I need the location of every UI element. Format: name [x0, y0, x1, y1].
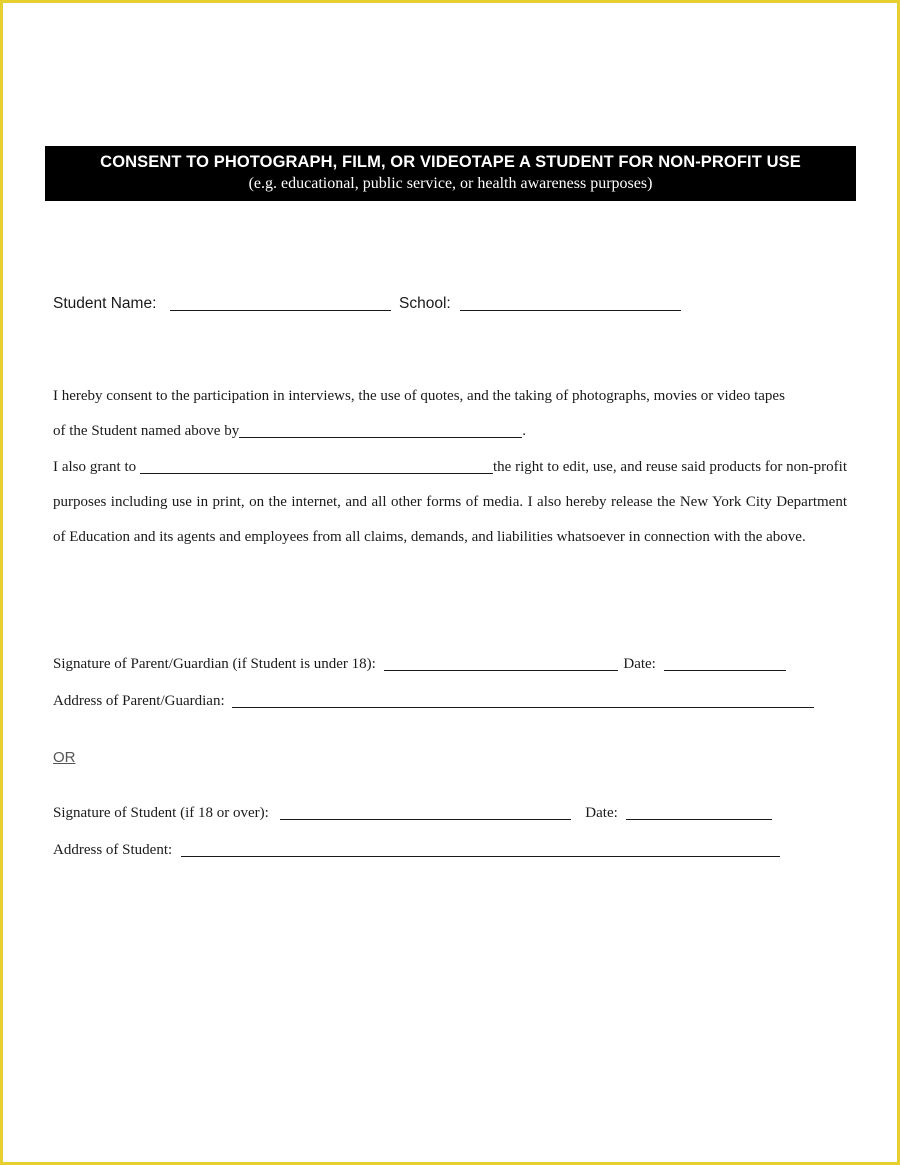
student-info-row [53, 295, 681, 313]
student-signature-row [53, 805, 772, 822]
student-signature-label: Signature of Student (if 18 or over): [53, 805, 269, 821]
consent-by-label: of the Student named above by [53, 423, 240, 440]
form-header [45, 146, 856, 201]
or-divider-label: OR [53, 749, 76, 766]
consent-period: . [522, 423, 526, 440]
grant-text: the right to edit, use, and reuse said products for non-profit purposes including use in print, on the internet, and all other forms of media. I also hereby release the New York City Department of Education and its agents and employees from all claims, demands, and liabilities whatsoever in connection with the above. [53, 458, 847, 546]
student-name-label: Student Name: [53, 295, 157, 312]
student-date-label: Date: [585, 805, 618, 821]
student-address-field[interactable] [181, 855, 780, 857]
student-address-label: Address of Student: [53, 842, 173, 858]
consent-paragraph [53, 379, 847, 555]
consent-line-1: I hereby consent to the participation in interviews, the use of quotes, and the taking of photographs, movies or video tapes [53, 388, 785, 404]
consent-by-field[interactable] [239, 436, 522, 438]
form-title: CONSENT TO PHOTOGRAPH, FILM, OR VIDEOTAPE A STUDENT FOR NON-PROFIT USE [100, 153, 801, 171]
guardian-date-field[interactable] [664, 669, 786, 671]
student-date-field[interactable] [626, 818, 772, 820]
student-signature-field[interactable] [280, 818, 571, 820]
student-name-field[interactable] [170, 309, 391, 311]
guardian-address-label: Address of Parent/Guardian: [53, 693, 225, 709]
guardian-address-row [53, 693, 814, 710]
form-subtitle: (e.g. educational, public service, or health awareness purposes) [248, 175, 653, 192]
school-field[interactable] [460, 309, 681, 311]
guardian-address-field[interactable] [232, 706, 814, 708]
guardian-signature-row [53, 656, 786, 673]
grant-label: I also grant to [53, 458, 137, 475]
grant-to-field[interactable] [140, 472, 493, 474]
student-address-row [53, 842, 780, 859]
school-label: School: [399, 295, 451, 312]
guardian-signature-label: Signature of Parent/Guardian (if Student is under 18): [53, 656, 376, 672]
guardian-date-label: Date: [623, 656, 656, 672]
guardian-signature-field[interactable] [384, 669, 618, 671]
